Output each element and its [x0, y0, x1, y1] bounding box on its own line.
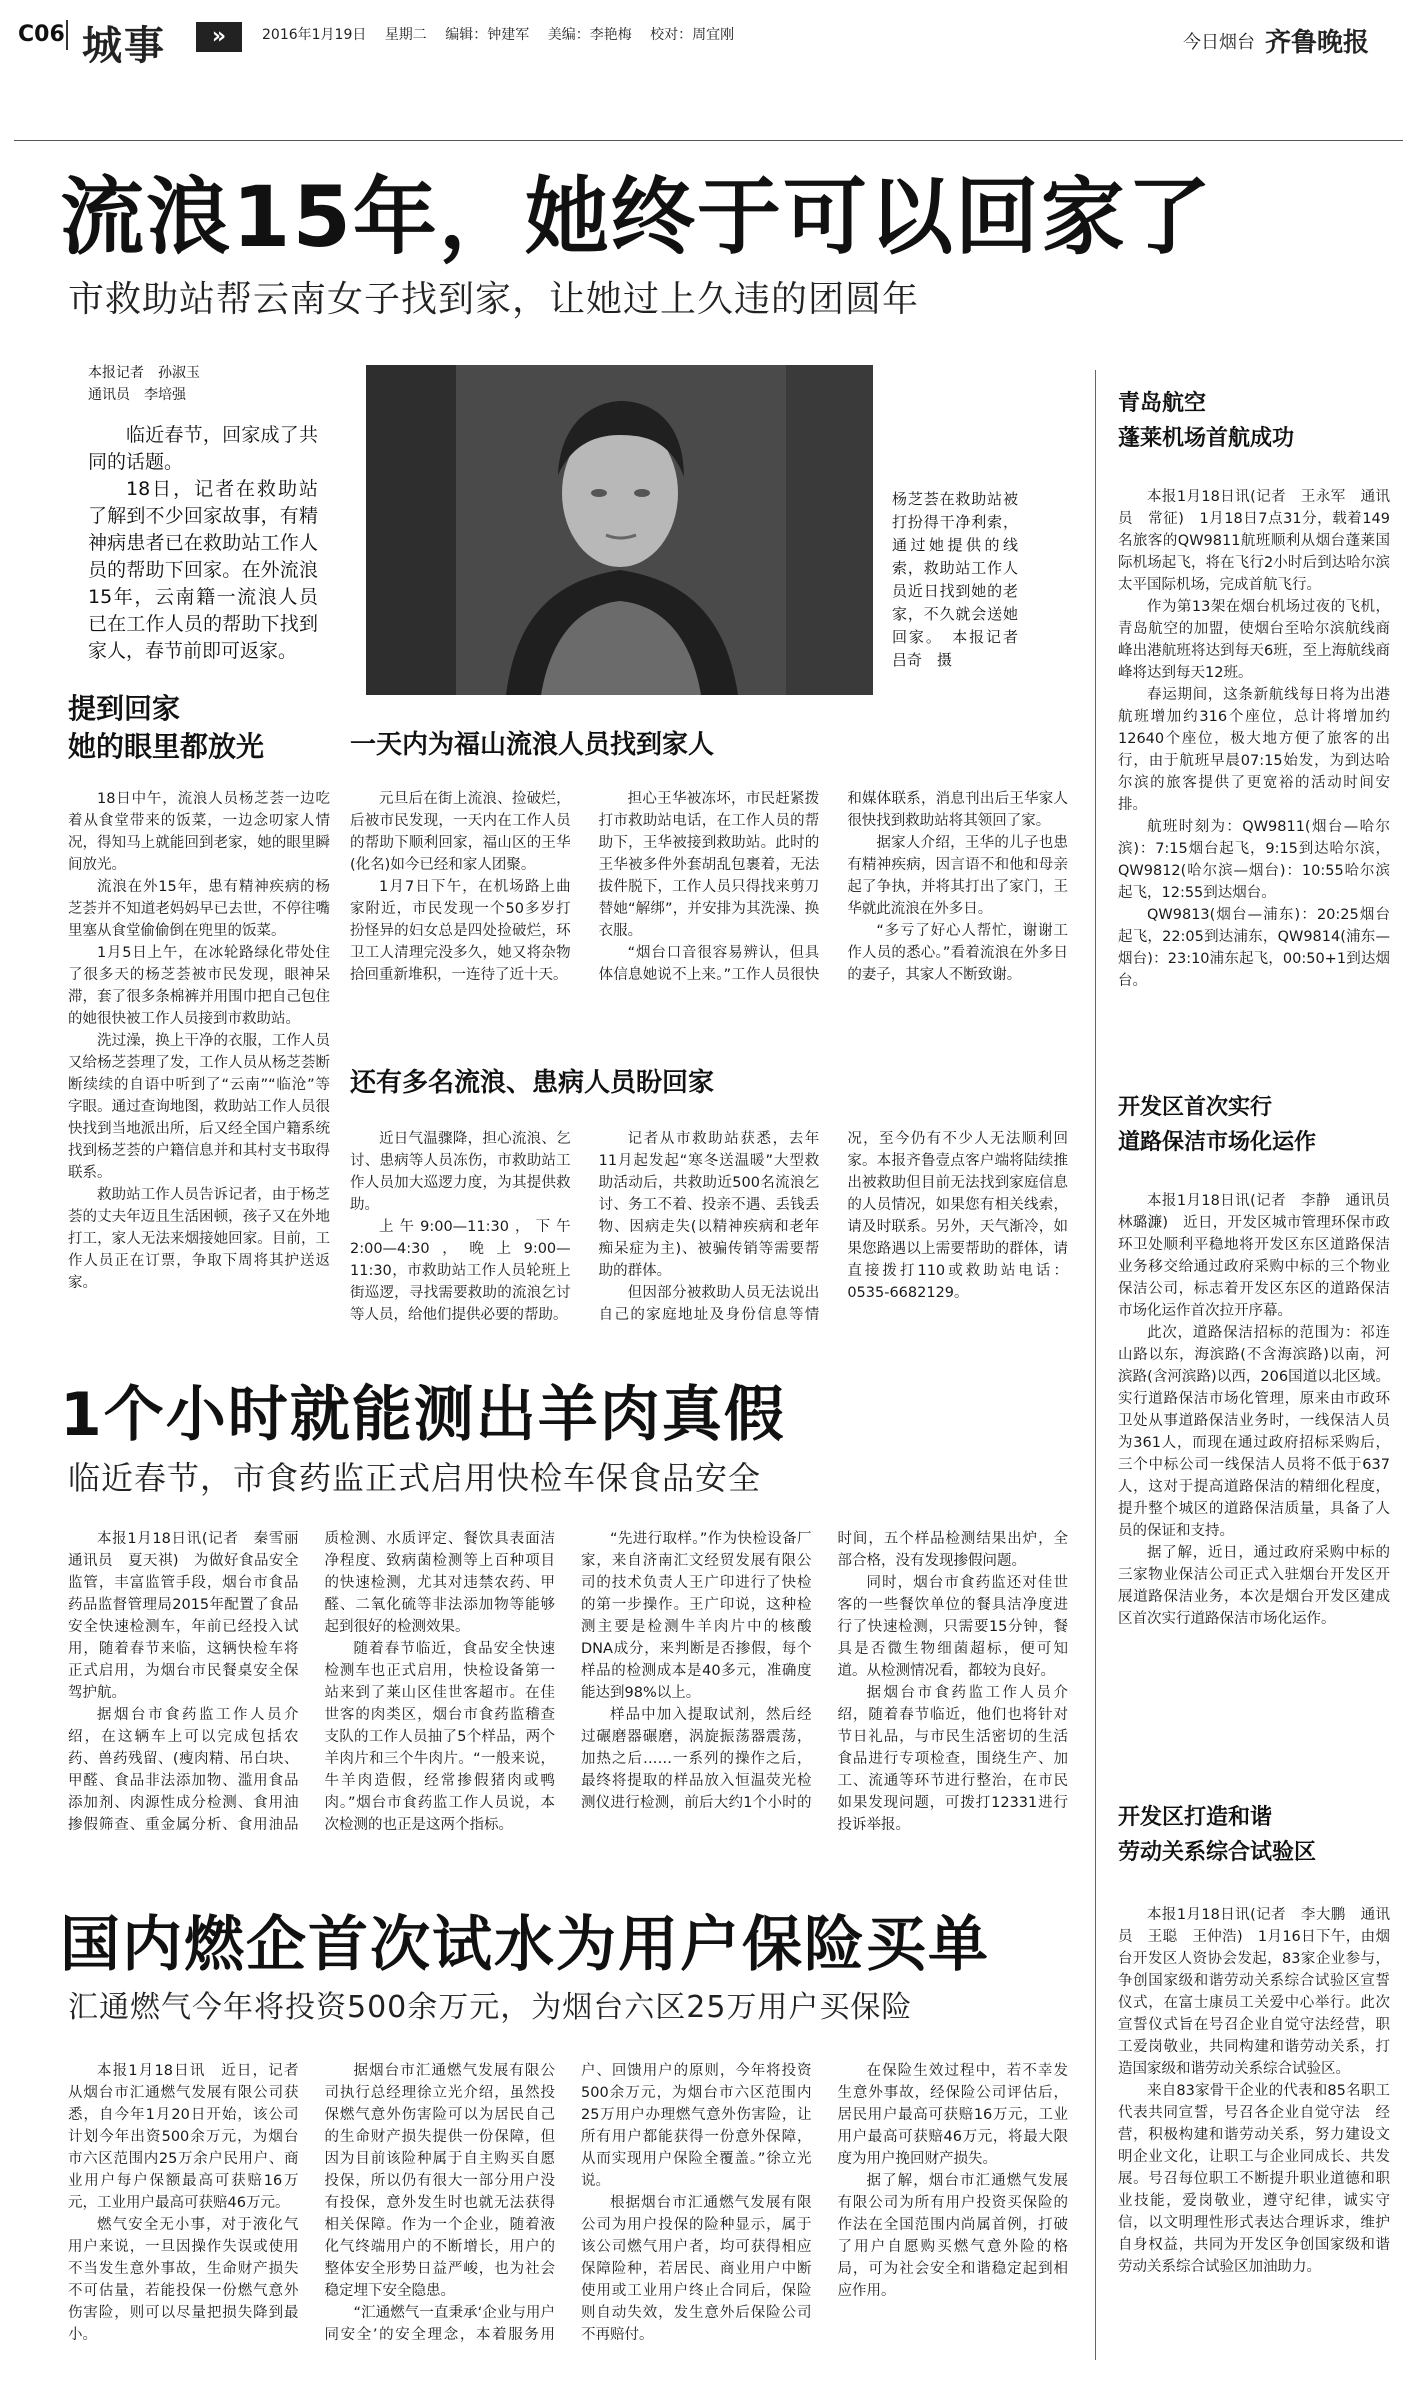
body-paragraph: 本报1月18日讯(记者 秦雪丽 通讯员 夏天祺) 为做好食品安全监管，丰富监管手段，烟台市食品药品监督管理局2015年配置了食品安全快速检测车，年前已经投入试用，随着春节来临，这辆快检车将正式启用，为烟台市民餐桌安全保驾护航。: [68, 1531, 313, 1701]
paper-brand: [1183, 22, 1369, 59]
body-paragraph: 作为第13架在烟台机场过夜的飞机，青岛航空的加盟，使烟台至哈尔滨航线商峰出港航班将达到每天6班，至上海航线商峰将达到每天12班。: [1118, 599, 1390, 681]
story1-headline: 流浪15年，她终于可以回家了: [60, 168, 1213, 266]
byline-reporter: 本报记者 孙淑玉: [88, 365, 200, 381]
editor-credit: 编辑：钟建军: [445, 27, 530, 43]
section-arrow-icon: »: [196, 22, 242, 52]
body-paragraph: 本报1月18日讯(记者 王永军 通讯员 常征) 1月18日7点31分，载着149名旅客的QW9811航班顺利从烟台蓬莱国际机场起飞，将在飞行2小时后到达哈尔滨太平国际机场，完成首航飞行。: [1118, 489, 1390, 593]
body-paragraph: 流浪在外15年，患有精神疾病的杨芝荟并不知道老妈妈早已去世，不停往嘴里塞从食堂偷偷倒在兜里的饭菜。: [68, 879, 330, 939]
body-paragraph: 本报1月18日讯 近日，记者从烟台市汇通燃气发展有限公司获悉，自今年1月20日开始，该公司计划今年出资500余万元，为烟台市六区范围内25万余户民用户、商业用户每户保额最高可获赔16万元，工业用户最高可获赔46万元。: [68, 2063, 299, 2211]
body-paragraph: 样品中加入提取试剂，然后经过碾磨器碾磨，涡旋振荡器震荡，加热之后……一系列的操作之后，最终将提取的样品放入恒温荧光检测仪进行检测，前后大约1个小时的时间，五个样品检测结果出炉，全部合格，没有发现掺假问题。: [581, 1531, 1068, 1811]
sidebar1-title: [1118, 386, 1294, 456]
story3-headline: 国内燃企首次试水为用户保险买单: [60, 1910, 990, 1980]
designer-credit: 美编：李艳梅: [547, 27, 632, 43]
body-paragraph: “多亏了好心人帮忙，谢谢工作人员的悉心。”看着流浪在外多日的妻子，其家人不断致谢。: [847, 923, 1068, 983]
lead-paragraph: 18日，记者在救助站了解到不少回家故事，有精神病患者已在救助站工作人员的帮助下回家。在外流浪15年，云南籍一流浪人员已在工作人员的帮助下找到家人，春节前即可返家。: [88, 478, 318, 662]
edition-name: 今日烟台: [1182, 32, 1255, 53]
column-divider: [1095, 370, 1096, 2360]
body-paragraph: 此次，道路保洁招标的范围为：祁连山路以东，海滨路(不含海滨路)以南，河滨路(含河滨路)以西，206国道以北区域。实行道路保洁市场化管理，原来由市政环卫处从事道路保洁业务时，一线保洁人员为361人，而现在通过政府招标采购后，三个中标公司一线保洁人员将不低于637人，这对于提高道路保洁的精细化程度，提升整个城区的道路保洁质量，具备了人员的保证和支持。: [1118, 1325, 1390, 1539]
body-paragraph: 航班时刻为：QW9811(烟台—哈尔滨)：7:15烟台起飞，9:15到达哈尔滨，QW9812(哈尔滨—烟台)：10:55哈尔滨起飞，12:55到达烟台。: [1118, 819, 1390, 901]
body-paragraph: 救助站工作人员告诉记者，由于杨芝荟的丈夫年迈且生活困顿，孩子又在外地打工，家人无法来烟接她回家。目前，工作人员正在订票，争取下周将其护送返家。: [68, 1187, 330, 1291]
body-paragraph: 在保险生效过程中，若不幸发生意外事故，经保险公司评估后，居民用户最高可获赔16万元，工业用户最高可获赔46万元，将最大限度为用户挽回财产损失。: [837, 2063, 1068, 2167]
sidebar2-title-line1: 开发区首次实行: [1118, 1095, 1273, 1120]
body-paragraph: 同时，烟台市食药监还对佳世客的一些餐饮单位的餐具洁净度进行了快速检测，只需要15分钟，餐具是否微生物细菌超标，便可知道。从检测情况看，都较为良好。: [837, 1575, 1068, 1679]
body-paragraph: 本报1月18日讯(记者 李大鹏 通讯员 王聪 王仲浩) 1月16日下午，由烟台开发区人资协会发起，83家企业参与，争创国家级和谐劳动关系综合试验区宣誓仪式，在富士康员工关爱中心举行。此次宣誓仪式旨在号召企业自觉守法经营，职工爱岗敬业，共同构建和谐劳动关系，打造国家级和谐劳动关系综合试验区。: [1118, 1907, 1390, 2077]
issue-date: 2016年1月19日: [262, 27, 367, 43]
header-divider: [66, 20, 68, 50]
sidebar1-title-line1: 青岛航空: [1118, 391, 1207, 416]
section1-title-line1: 提到回家: [68, 692, 181, 725]
body-paragraph: 上午9:00—11:30，下午2:00—4:30，晚上9:00—11:30，市救助站工作人员轮班上街巡逻，寻找需要救助的流浪乞讨等人员，给他们提供必要的帮助。: [350, 1219, 571, 1323]
story3-subheadline: 汇通燃气今年将投资500余万元，为烟台六区25万用户买保险: [68, 1990, 913, 2025]
proofreader-credit: 校对：周宜刚: [650, 27, 735, 43]
body-paragraph: 据烟台市汇通燃气发展有限公司执行总经理徐立光介绍，虽然投保燃气意外伤害险可以为居民自己的生命财产损失提供一份保障，但因为目前该险种属于自主购买自愿投保，所以仍有很大一部分用户没有投保，意外发生时也就无法获得相关保障。作为一个企业，随着液化气终端用户的不断增长，用户的整体安全形势日益严峻，也为社会稳定埋下安全隐患。: [324, 2063, 555, 2299]
header-meta: [262, 24, 748, 44]
body-paragraph: “汇通燃气一直秉承‘企业与用户同安全’的安全理念，本着服务用户、回馈用户的原则，今年将投资500余万元，为烟台市六区范围内25万用户办理燃气意外伤害险，让所有用户都能获得一份意外保障，从而实现用户保险全覆盖。”徐立光说。: [324, 2063, 812, 2343]
body-paragraph: 据烟台市食药监工作人员介绍，在这辆车上可以完成包括农药、兽药残留、(瘦肉精、吊白块、甲醛、食品非法添加物、滥用食品添加剂、肉源性成分检测、食用油掺假筛查、重金属分析、食用油品质检测、水质评定、餐饮具表面洁净程度、致病菌检测等上百种项目的快速检测，尤其对违禁农药、甲醛、二氧化硫等非法添加物等能够起到很好的检测效果。: [68, 1531, 555, 1833]
body-paragraph: 随着春节临近，食品安全快速检测车也正式启用，快检设备第一站来到了莱山区佳世客超市。在佳世客的肉类区，烟台市食药监稽查支队的工作人员抽了5个样品，两个羊肉片和三个牛肉片。“一般来说，牛羊肉造假，经常掺假猪肉或鸭肉。”烟台市食药监工作人员说，本次检测的也正是这两个指标。: [324, 1641, 555, 1833]
story2-subheadline: 临近春节，市食药监正式启用快检车保食品安全: [68, 1459, 762, 1497]
body-paragraph: 元旦后在街上流浪、捡破烂，后被市民发现，一天内在工作人员的帮助下顺利回家，福山区的王华(化名)如今已经和家人团聚。: [350, 791, 571, 873]
body-paragraph: 记者从市救助站获悉，去年11月起发起“寒冬送温暖”大型救助活动后，共救助近500名流浪乞讨、务工不着、投亲不遇、丢钱丢物、因病走失(以精神疾病和老年痴呆症为主)、被骗传销等需要帮助的群体。: [598, 1131, 820, 1279]
sidebar3-body: [1118, 1904, 1390, 2278]
body-paragraph: 春运期间，这条新航线每日将为出港航班增加约316个座位，总计将增加约12640个座位，极大地方便了旅客的出行，由于航班早晨07:15始发，为到达哈尔滨的旅客提供了更宽裕的活动时间安排。: [1118, 687, 1390, 813]
section1-body: [68, 788, 330, 1294]
sidebar2-body: [1118, 1190, 1405, 1630]
sidebar2-title: [1118, 1090, 1316, 1160]
body-paragraph: QW9813(烟台—浦东)：20:25烟台起飞，22:05到达浦东，QW9814(浦东—烟台)：23:10浦东起飞，00:50+1到达烟台。: [1118, 907, 1390, 989]
portrait-photo: [366, 365, 873, 695]
photo-caption: 杨芝荟在救助站被打扮得干净利索，通过她提供的线索，救助站工作人员近日找到她的老家，不久就会送她回家。 本报记者 吕奇 摄: [892, 490, 1034, 669]
story3-body: [68, 2060, 1068, 2360]
lead-paragraph: 临近春节，回家成了共同的话题。: [88, 424, 318, 473]
section3-title: 还有多名流浪、患病人员盼回家: [350, 1068, 715, 1098]
story1-lead: [88, 422, 318, 665]
body-paragraph: 燃气安全无小事，对于液化气用户来说，一旦因操作失误或使用不当发生意外事故，生命财产损失不可估量，若能投保一份燃气意外伤害险，则可以尽量把损失降到最小。: [68, 2217, 299, 2343]
body-paragraph: 本报1月18日讯(记者 李静 通讯员 林璐濂) 近日，开发区城市管理环保市政环卫处顺利平稳地将开发区东区道路保洁业务移交给通过政府采购中标的三个物业保洁公司，标志着开发区东区的道路保洁市场化运作首次拉开序幕。: [1118, 1193, 1405, 1319]
sidebar2-title-line2: 道路保洁市场化运作: [1118, 1130, 1317, 1156]
body-paragraph: 1月7日下午，在机场路上曲家附近，市民发现一个50多岁打扮怪异的妇女总是四处捡破烂，环卫工人清理完没多久，她又将杂物拾回重新堆积，一连待了近十天。: [350, 879, 571, 983]
story1-subheadline: 市救助站帮云南女子找到家，让她过上久违的团圆年: [68, 279, 920, 320]
section1-title: [68, 690, 328, 766]
body-paragraph: “烟台口音很容易辨认，但具体信息她说不上来。”工作人员很快和媒体联系，消息刊出后王华家人很快找到救助站将其领回了家。: [598, 791, 1068, 983]
byline-correspondent: 通讯员 李培强: [88, 387, 186, 403]
body-paragraph: 据家人介绍，王华的儿子也患有精神疾病，因言语不和他和母亲起了争执，并将其打出了家门，王华就此流浪在外多日。: [847, 835, 1068, 917]
page-number: C06: [18, 22, 65, 47]
sidebar1-body: [1118, 486, 1390, 992]
body-paragraph: 据烟台市食药监工作人员介绍，随着春节临近，他们也将针对节日礼品，与市民生活密切的生活食品进行专项检查，围绕生产、加工、流通等环节进行整治，在市民如果发现问题，可拨打12331进行投诉举报。: [837, 1685, 1068, 1833]
body-paragraph: 洗过澡，换上干净的衣服，工作人员又给杨芝荟理了发，工作人员从杨芝荟断断续续的自语中听到了“云南”“临沧”等字眼。通过查询地图，救助站工作人员很快找到当地派出所，后又经全国户籍系统找到杨芝荟的户籍信息并和其村支书取得联系。: [68, 1033, 330, 1181]
news-photo: [366, 365, 873, 695]
sidebar1-title-line2: 蓬莱机场首航成功: [1118, 426, 1295, 452]
body-paragraph: 担心王华被冻坏，市民赶紧拨打市救助站电话，在工作人员的帮助下，王华被接到救助站。此时的王华被多件外套胡乱包裹着，无法拔件脱下，工作人员只得找来剪刀替她“解绑”，并安排为其洗澡、换衣服。: [598, 791, 820, 939]
body-paragraph: 18日中午，流浪人员杨芝荟一边吃着从食堂带来的饭菜，一边念叨家人情况，得知马上就能回到老家，她的眼里瞬间放光。: [68, 791, 330, 873]
body-paragraph: 据了解，近日，通过政府采购中标的三家物业保洁公司正式入驻烟台开发区开展道路保洁业务，本次是烟台开发区建成区首次实行道路保洁市场化运作。: [1118, 1545, 1390, 1627]
body-paragraph: 来自83家骨干企业的代表和85名职工代表共同宣誓，号召各企业自觉守法 经营，积极构建和谐劳动关系，努力建设文明企业文化，让职工与企业同成长、共发展。号召每位职工不断提升职业道德和职业技能，爱岗敬业，遵守纪律，诚实守信，以文明理性形式表达合理诉求，维护自身权益，共同为开发区争创国家级和谐劳动关系综合试验区加油助力。: [1118, 2083, 1390, 2275]
body-paragraph: 1月5日上午，在冰轮路绿化带处住了很多天的杨芝荟被市民发现，眼神呆滞，套了很多条棉裤并用围巾把自己包住的她很快被工作人员接到市救助站。: [68, 945, 330, 1027]
issue-weekday: 星期二: [384, 27, 427, 43]
body-paragraph: 但因部分被救助人员无法说出自己的家庭地址及身份信息等情况，至今仍有不少人无法顺利回家。本报齐鲁壹点客户端将陆续推出被救助但目前无法找到家庭信息的人员情况，如果您有相关线索，请及时联系。另外，天气渐冷，如果您路遇以上需要帮助的群体，请直接拨打110或救助站电话：0535-6682129。: [598, 1131, 1068, 1323]
sidebar3-title-line1: 开发区打造和谐: [1118, 1805, 1273, 1830]
body-paragraph: “先进行取样。”作为快检设备厂家，来自济南汇文经贸发展有限公司的技术负责人王广印进行了快检的第一步操作。王广印说，这种检测主要是检测牛羊肉片中的核酸DNA成分，来判断是否掺假，每个样品的检测成本是40多元，准确度能达到98%以上。: [581, 1531, 812, 1701]
section3-body: [350, 1128, 1068, 1368]
sidebar3-title-line2: 劳动关系综合试验区: [1118, 1840, 1317, 1866]
section2-title: 一天内为福山流浪人员找到家人: [350, 730, 715, 760]
story2-body: [68, 1528, 1068, 1898]
sidebar3-title: [1118, 1800, 1316, 1870]
header-rule: [14, 140, 1403, 141]
story1-byline: [88, 362, 200, 406]
body-paragraph: 据了解，烟台市汇通燃气发展有限公司为所有用户投资买保险的作法在全国范围内尚属首例，打破了用户自愿购买燃气意外险的格局，可为社会安全和谐稳定起到相应作用。: [837, 2173, 1068, 2299]
story2-headline: 1个小时就能测出羊肉真假: [60, 1380, 786, 1450]
paper-logo: 齐鲁晚报: [1264, 28, 1369, 58]
body-paragraph: 根据烟台市汇通燃气发展有限公司为用户投保的险种显示，属于该公司燃气用户者，均可获得相应保障险种，若居民、商业用户中断使用或工业用户终止合同后，保险则自动失效，发生意外后保险公司不再赔付。: [581, 2195, 812, 2343]
section1-title-line2: 她的眼里都放光: [68, 729, 265, 763]
section-name: 城事: [82, 22, 166, 69]
body-paragraph: 近日气温骤降，担心流浪、乞讨、患病等人员冻伤，市救助站工作人员加大巡逻力度，为其提供救助。: [350, 1131, 571, 1213]
